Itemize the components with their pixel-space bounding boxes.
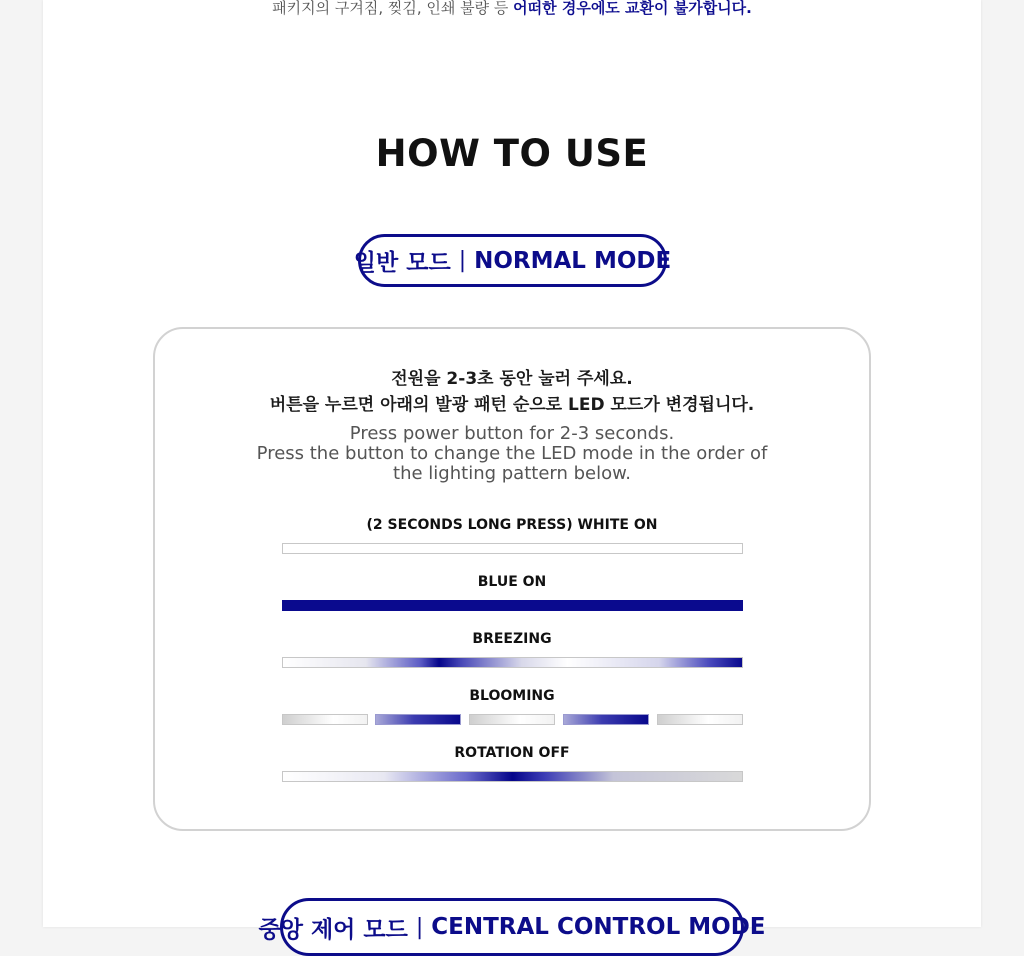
notice-emphasis: 어떠한 경우에도 교환이 불가합니다.: [513, 0, 752, 17]
instruction-en-line2: Press the button to change the LED mode in the order of: [256, 443, 768, 464]
blooming-segment: [563, 714, 649, 725]
blooming-segment: [469, 714, 555, 725]
pattern-label-rotation-off: ROTATION OFF: [454, 745, 570, 761]
central-mode-en: CENTRAL CONTROL MODE: [431, 914, 766, 940]
notice-plain: 패키지의 구겨짐, 찢김, 인쇄 불량 등: [272, 0, 514, 17]
pattern-label-white-on: (2 SECONDS LONG PRESS) WHITE ON: [366, 517, 658, 533]
pattern-bar-rotation-off: [282, 771, 743, 782]
central-control-mode-badge: [258, 898, 766, 956]
instruction-ko-line2: 버튼을 누르면 아래의 발광 패턴 순으로 LED 모드가 변경됩니다.: [269, 395, 755, 415]
instruction-ko-line1: 전원을 2-3초 동안 눌러 주세요.: [391, 369, 633, 389]
blooming-segment: [375, 714, 461, 725]
pattern-label-breezing: BREEZING: [472, 631, 552, 647]
central-mode-ko: 중앙 제어 모드: [258, 916, 408, 943]
instruction-en-line3: the lighting pattern below.: [393, 463, 631, 484]
section-title: HOW TO USE: [375, 132, 649, 175]
pattern-bar-breezing: [282, 657, 743, 668]
normal-mode-separator: |: [458, 248, 467, 273]
instruction-en-line1: Press power button for 2-3 seconds.: [349, 423, 675, 444]
blooming-segment: [282, 714, 368, 725]
central-mode-separator: |: [415, 914, 424, 940]
exchange-notice: [0, 0, 1024, 18]
normal-mode-en: NORMAL MODE: [474, 247, 672, 274]
pattern-label-blooming: BLOOMING: [469, 688, 555, 704]
blooming-segment: [657, 714, 743, 725]
pattern-bar-blue-on: [282, 600, 743, 611]
pattern-bar-white-on: [282, 543, 743, 554]
normal-mode-ko: 일반 모드: [353, 250, 451, 276]
normal-mode-badge: [353, 234, 672, 287]
pattern-label-blue-on: BLUE ON: [477, 574, 547, 590]
